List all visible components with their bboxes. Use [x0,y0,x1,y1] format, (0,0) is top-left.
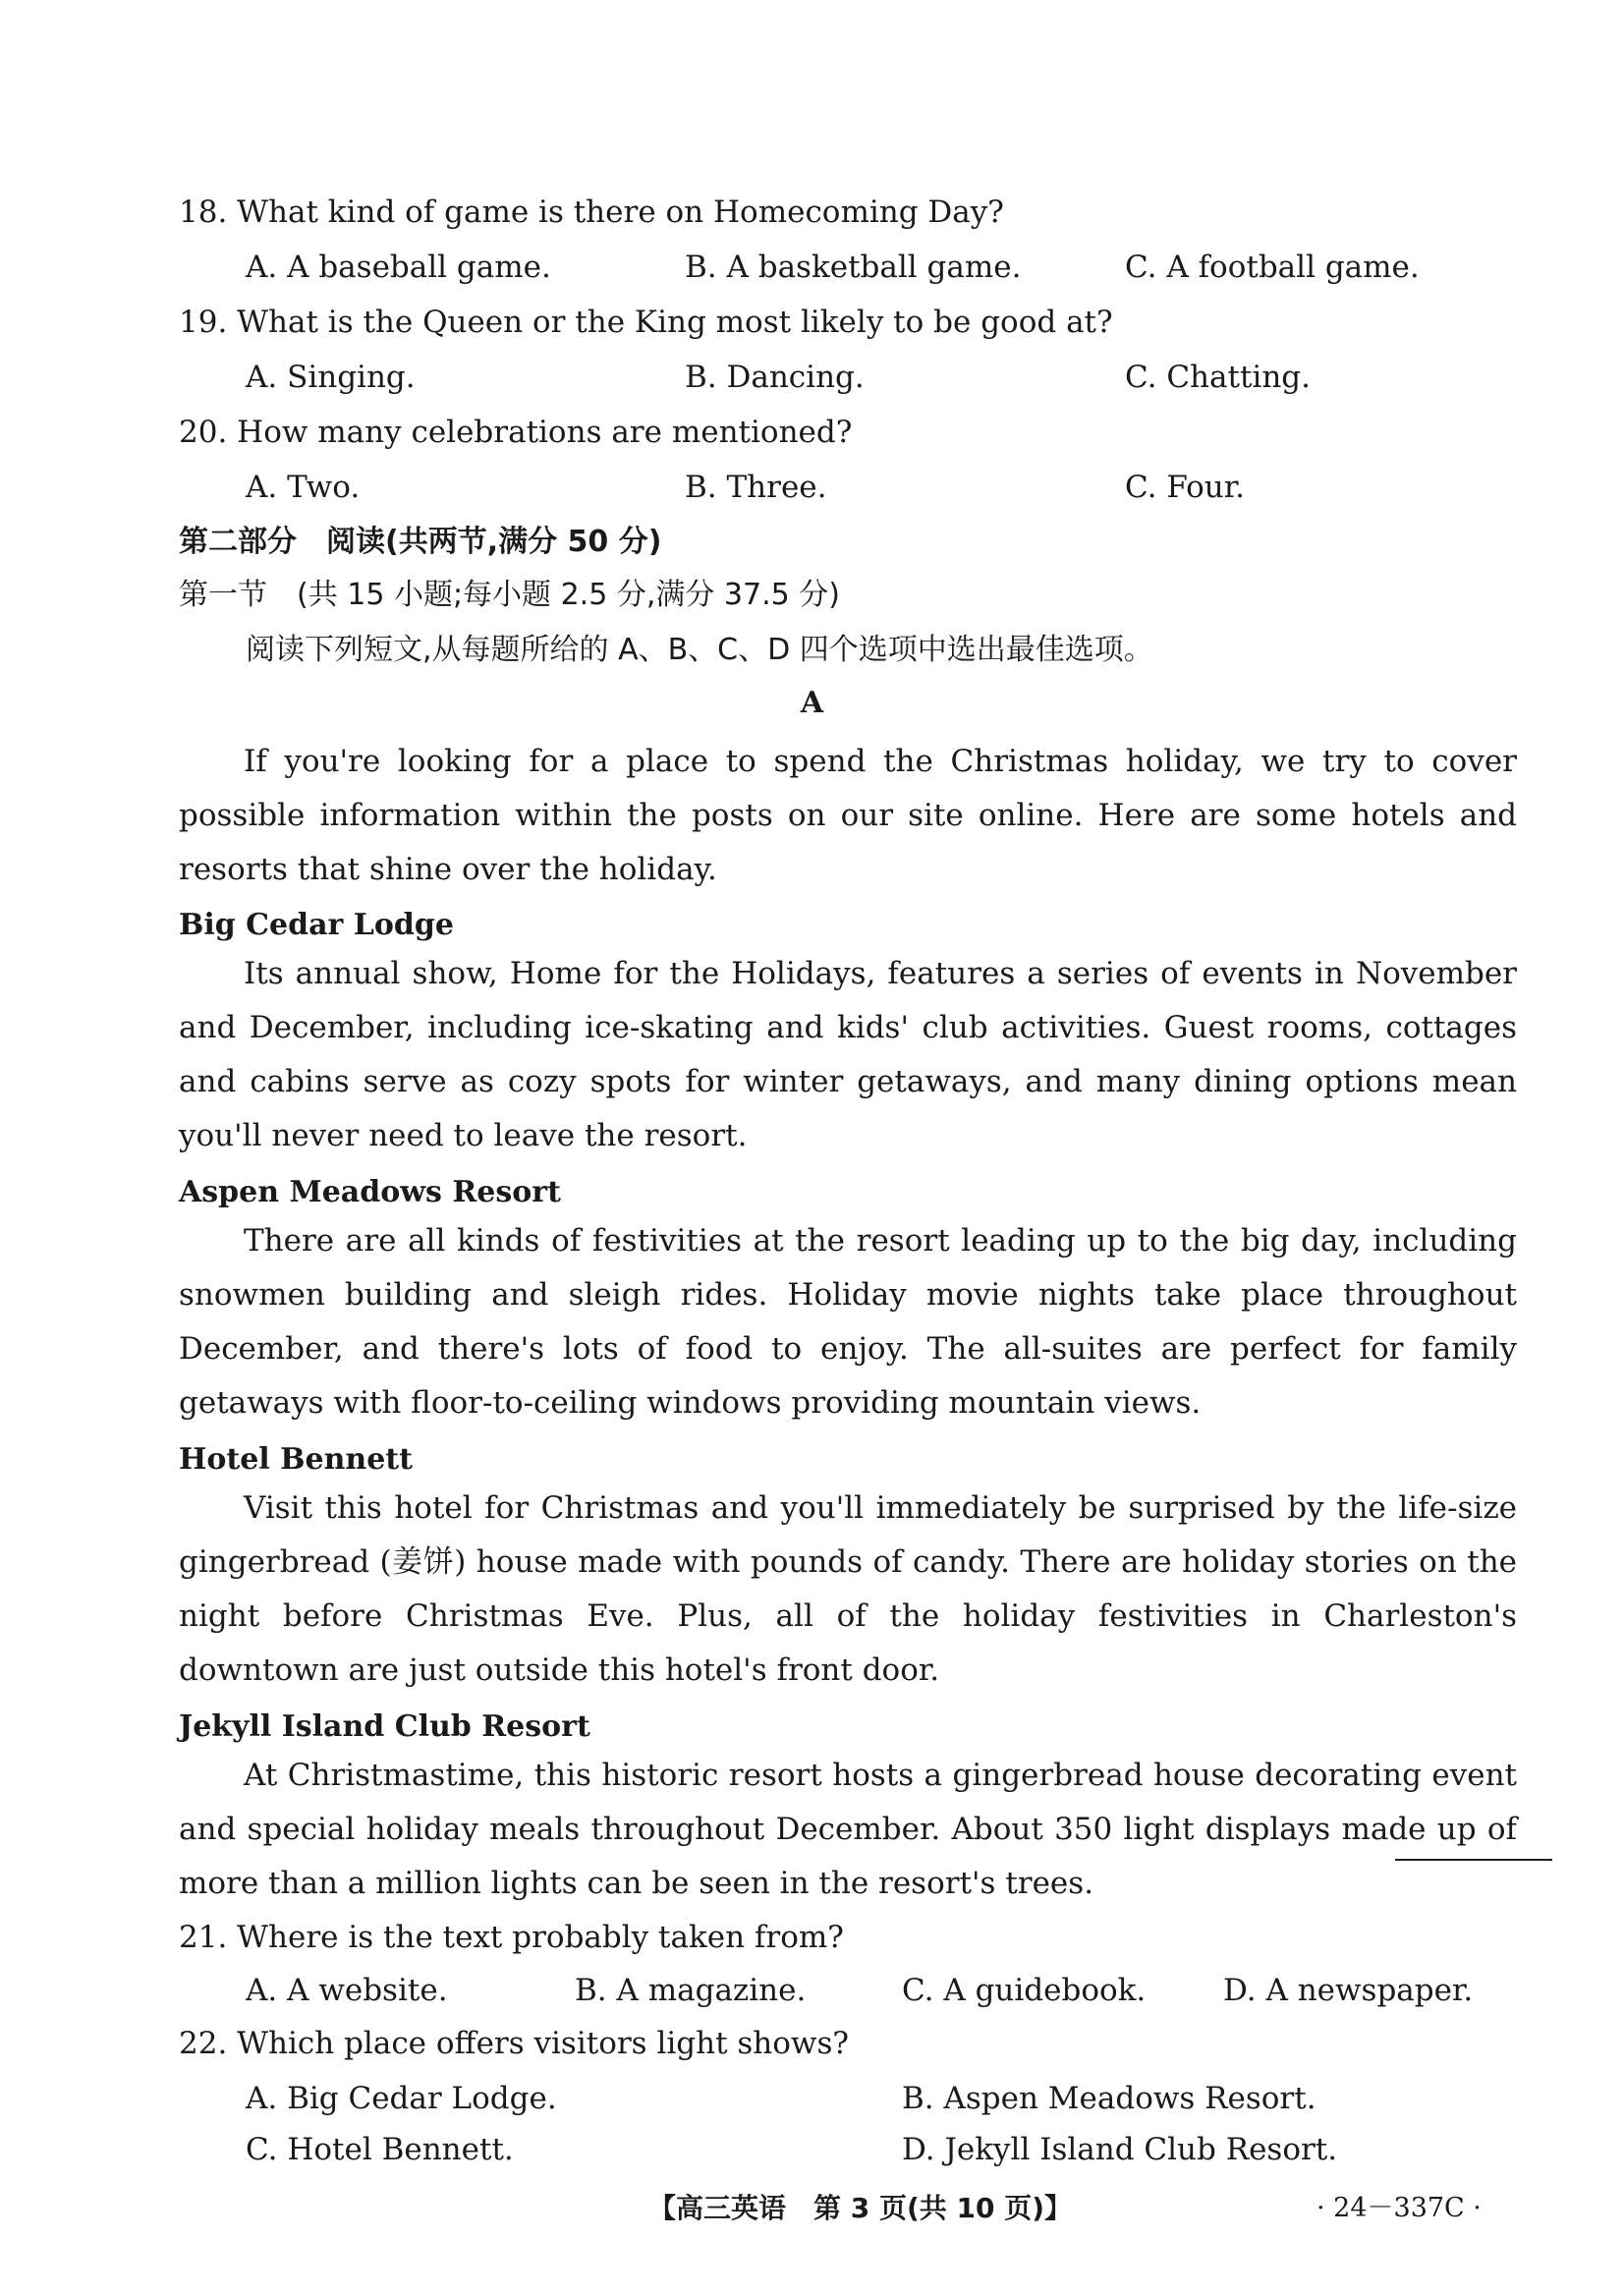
hotel-heading-2: Aspen Meadows Resort [179,1175,561,1209]
question-19: 19. What is the Queen or the King most likely to be good at? [179,305,1113,340]
q20-option-b: B. Three. [685,470,827,505]
hotel-paragraph-1: Its annual show, Home for the Holidays, features a series of events in November and December, including ice-skating and kids' club activities. Guest rooms, cottages and cabins serve as cozy spots for winter getaways, and many dining options mean you'll never need to leave the resort. [179,956,1517,1153]
hotel-paragraph-3: Visit this hotel for Christmas and you'll immediately be surprised by the life-size gingerbread (姜饼) house made with pounds of candy. There are holiday stories on the night before Christmas Eve. Plus, all of the holiday festivities in Charleston's downtown are just outside this hotel's front door. [179,1490,1517,1688]
q21-option-c: C. A guidebook. [902,1973,1147,2008]
q22-option-c: C. Hotel Bennett. [246,2132,514,2167]
hotel-paragraph-4: At Christmastime, this historic resort hosts a gingerbread house decorating event and special holiday meals throughout December. About 350 light displays made up of more than a million lights can be seen in the resort's trees. [179,1758,1517,1901]
question-21: 21. Where is the text probably taken from? [179,1920,844,1955]
passage-label: A [800,686,824,720]
q19-option-b: B. Dancing. [685,360,865,395]
q19-option-a: A. Singing. [246,360,416,395]
section-title: 第二部分 阅读(共两节,满分 50 分) [179,525,662,559]
hotel-heading-1: Big Cedar Lodge [179,908,454,942]
q22-option-b: B. Aspen Meadows Resort. [902,2081,1316,2116]
hotel-heading-3: Hotel Bennett [179,1442,414,1477]
q19-option-c: C. Chatting. [1125,360,1311,395]
question-20: 20. How many celebrations are mentioned? [179,415,853,450]
hotel-paragraph-2: There are all kinds of festivities at the resort leading up to the big day, including snowmen building and sleigh rides. Holiday movie nights take place throughout December, and there's lots of food to enjoy. The all-suites are perfect for family getaways with floor-to-ceiling windows providing mountain views. [179,1223,1517,1421]
page-footer-label: 【高三英语 第 3 页(共 10 页)】 [648,2192,1073,2224]
q18-option-c: C. A football game. [1125,250,1420,285]
underline-mark [1395,1859,1552,1861]
part-one-title: 第一节 (共 15 小题;每小题 2.5 分,满分 37.5 分) [179,578,840,612]
q21-option-d: D. A newspaper. [1223,1973,1474,2008]
q18-option-a: A. A baseball game. [246,250,551,285]
q20-option-c: C. Four. [1125,470,1246,505]
exam-code: · 24－337C · [1316,2193,1482,2223]
q20-option-a: A. Two. [246,470,361,505]
question-22: 22. Which place offers visitors light shows? [179,2026,849,2061]
q22-option-d: D. Jekyll Island Club Resort. [902,2132,1338,2167]
q18-option-b: B. A basketball game. [685,250,1022,285]
q21-option-b: B. A magazine. [575,1973,807,2008]
instructions: 阅读下列短文,从每题所给的 A、B、C、D 四个选项中选出最佳选项。 [246,633,1153,667]
q22-option-a: A. Big Cedar Lodge. [246,2081,557,2116]
hotel-heading-4: Jekyll Island Club Resort [179,1709,590,1744]
question-18: 18. What kind of game is there on Homecoming Day? [179,195,1004,230]
passage-intro: If you're looking for a place to spend the Christmas holiday, we try to cover possible information within the posts on our site online. Here are some hotels and resorts that shine over the holiday. [179,744,1517,887]
q21-option-a: A. A website. [246,1973,448,2008]
